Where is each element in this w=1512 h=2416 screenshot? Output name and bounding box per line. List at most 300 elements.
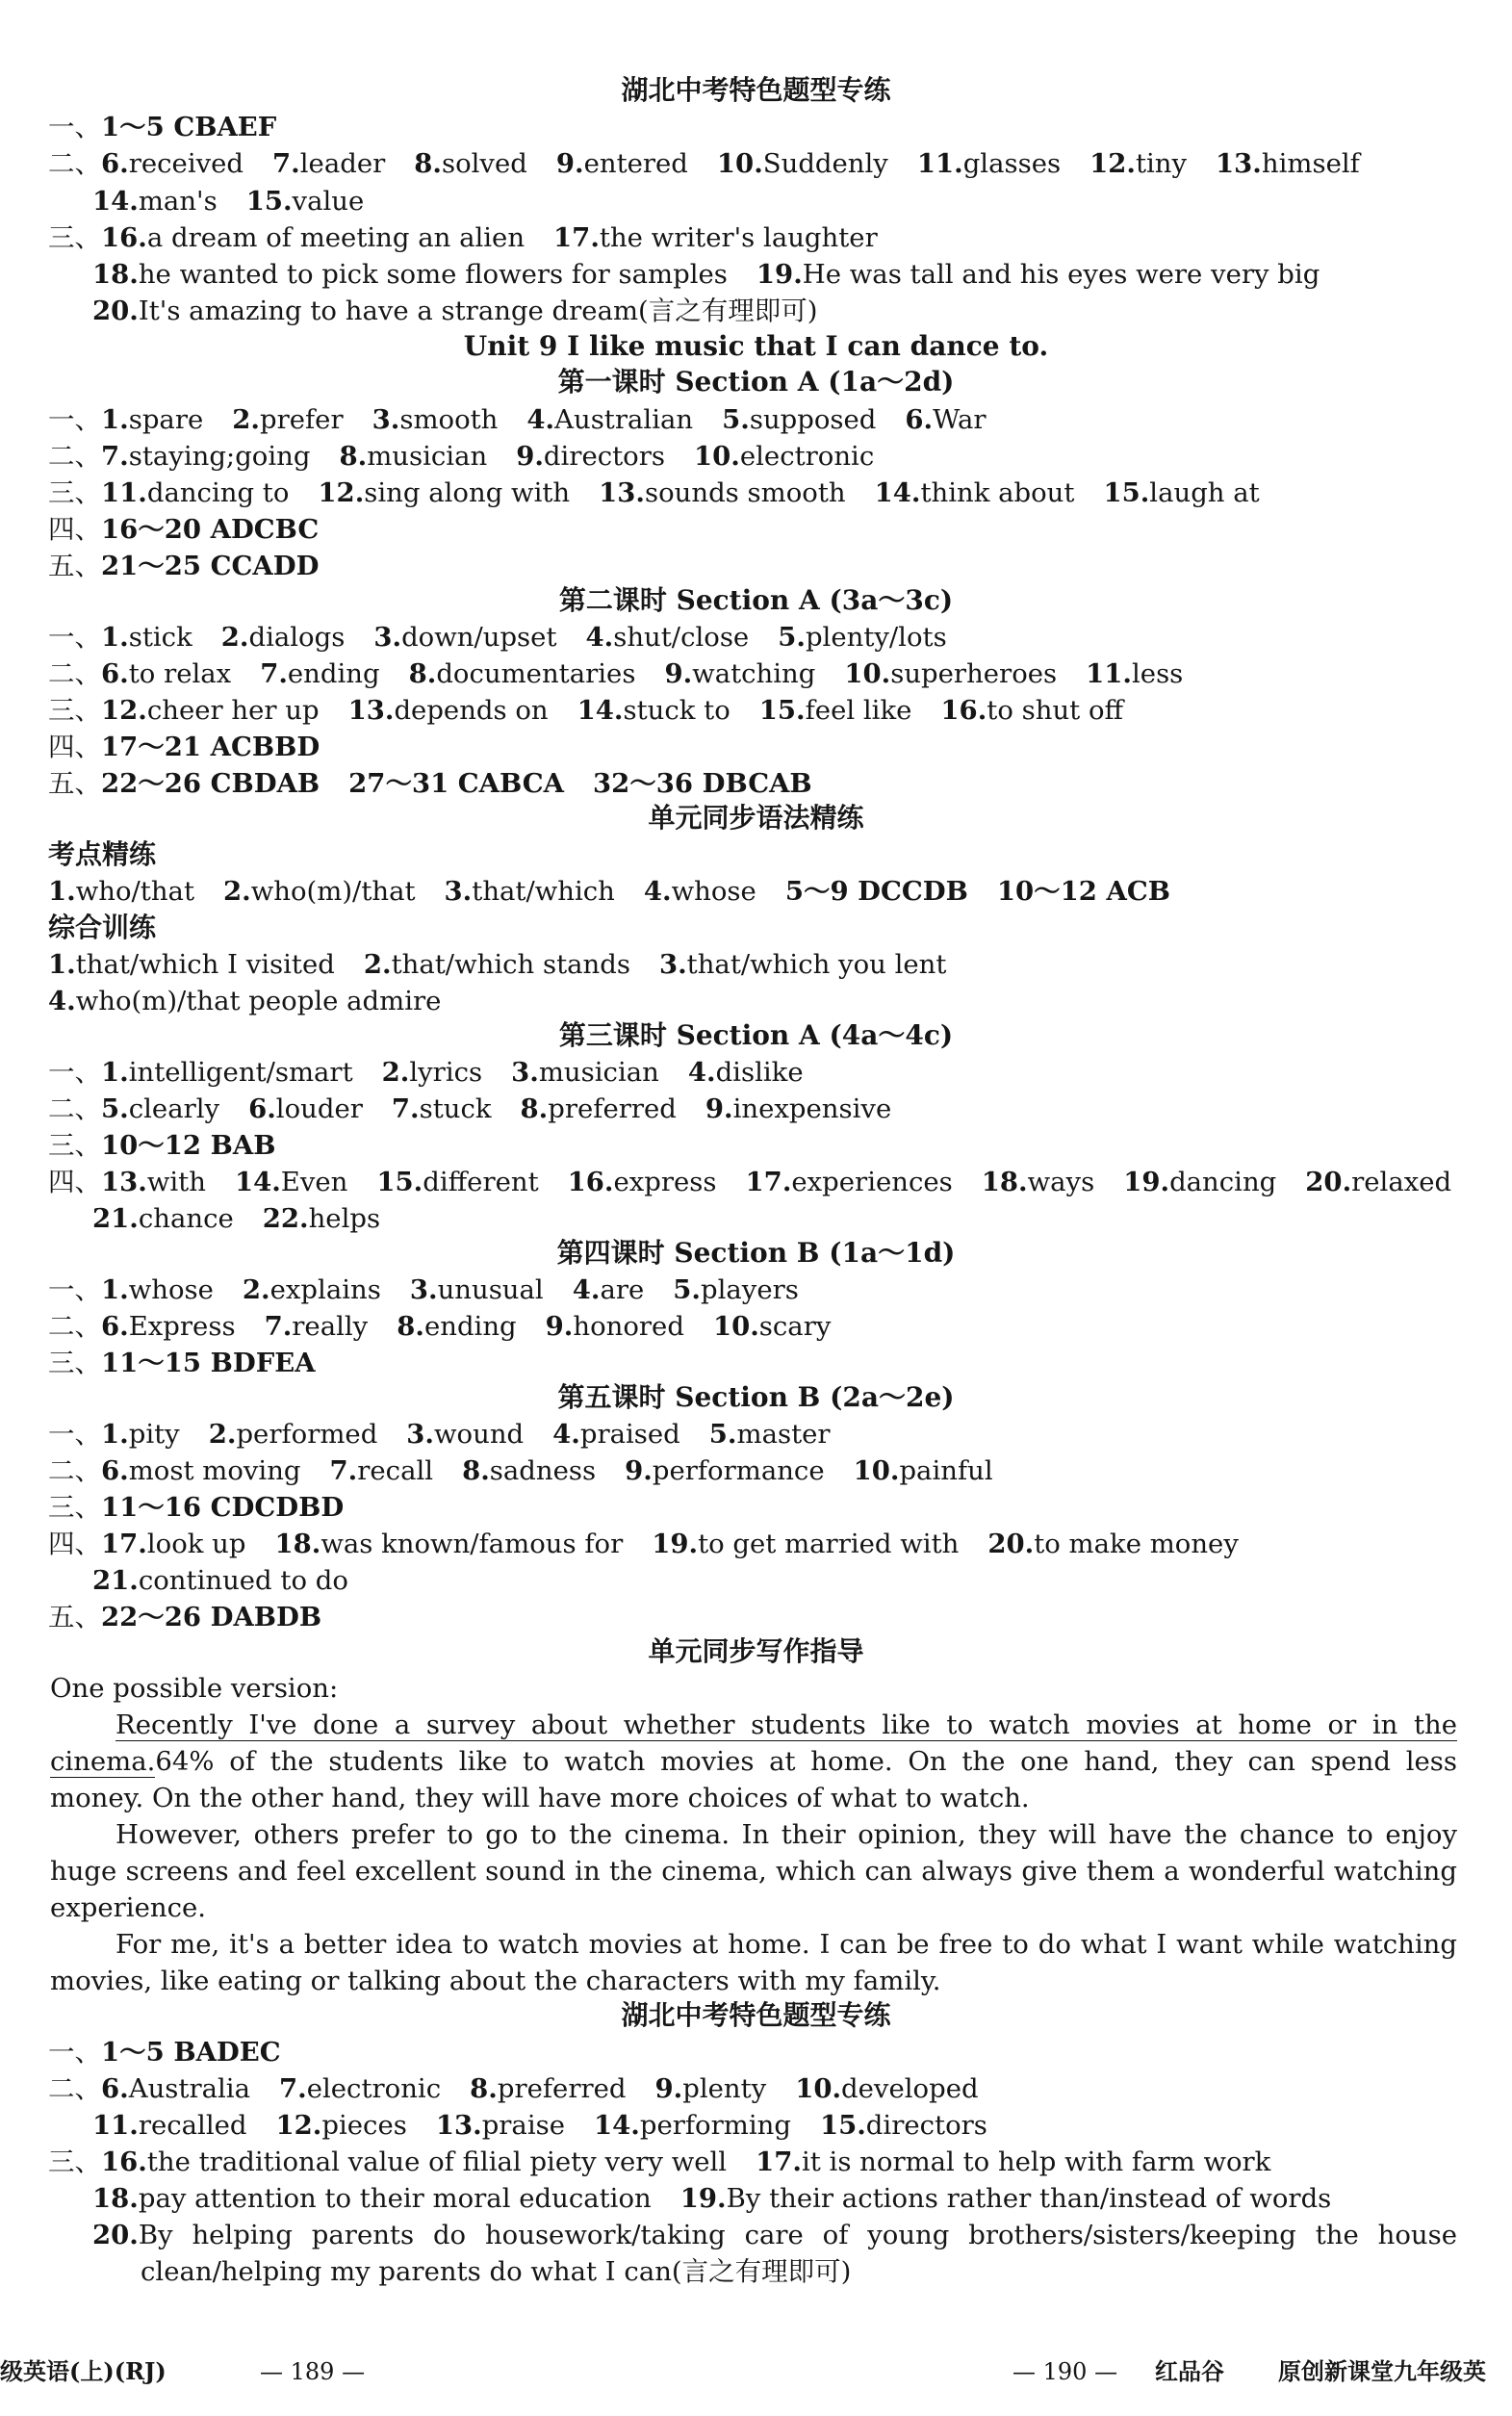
answer-item (594, 2108, 791, 2143)
item-number: 2. (363, 949, 392, 980)
item-number: 8. (414, 148, 442, 179)
essay-line: However, others prefer to go to the cinema. In their opinion, they will have the chance to enjoy (115, 1819, 1457, 1850)
section-title: 单元同步语法精练 (648, 802, 864, 834)
item-text: louder (275, 1093, 363, 1124)
item-text: who/that (75, 876, 194, 907)
answer-item (756, 257, 1320, 292)
item-number: 18. (92, 2183, 139, 2214)
answer-item (680, 2181, 1332, 2216)
item-text: most moving (128, 1455, 301, 1486)
item-number: 5. (708, 1419, 737, 1450)
answer-row: 五、22～26 CBDAB 27～31 CABCA 32～36 DBCAB (48, 768, 812, 799)
answer-row: 二、6.Express 7.really 8.ending 9.honored 10.scary (48, 1311, 832, 1342)
answer-item (221, 620, 346, 655)
item-number: 1. (101, 1274, 129, 1305)
answer-row: 二、7.staying;going 8.musician 9.directors 10.electronic (48, 441, 875, 472)
item-number: 9. (654, 2073, 683, 2104)
item-text: plenty (682, 2073, 767, 2104)
answer-row: 三、16.the traditional value of filial piety very well 17.it is normal to help with farm work (48, 2146, 1271, 2177)
answer-item (568, 1165, 717, 1199)
answer-item (339, 439, 487, 474)
item-text: documentaries (436, 658, 636, 689)
item-number: 13. (1216, 148, 1262, 179)
item-number: 16. (940, 695, 987, 726)
answer-item (659, 947, 946, 982)
item-text: a dream of meeting an alien (146, 222, 525, 253)
answer-row: 三、16.a dream of meeting an alien 17.the writer's laughter (48, 222, 878, 253)
answer-item (101, 656, 231, 691)
item-text: watching (692, 658, 816, 689)
item-number: 2. (381, 1057, 410, 1088)
item-number: 6. (101, 2073, 129, 2104)
item-number: 14. (874, 477, 921, 508)
item-number: 8. (470, 2073, 498, 2104)
item-text: less (1132, 658, 1184, 689)
item-text: dancing (1169, 1167, 1277, 1197)
answer-item (688, 1055, 804, 1090)
item-text: praise (481, 2110, 566, 2141)
answer-item (526, 402, 693, 437)
item-number: 5. (101, 1093, 129, 1124)
answer-item (92, 184, 218, 218)
answer-item (243, 1272, 381, 1307)
item-text: to make money (1034, 1529, 1239, 1559)
item-number: 1. (101, 1419, 129, 1450)
item-number: 7. (278, 2073, 307, 2104)
item-number: 17. (756, 2146, 802, 2177)
answer-item (844, 656, 1057, 691)
answer-item: 32～36 DBCAB (593, 768, 812, 799)
item-number: 1. (48, 876, 76, 907)
answer-item (709, 1417, 831, 1452)
item-number: 7. (329, 1455, 358, 1486)
item-text: chance (138, 1203, 234, 1234)
answer-item (875, 475, 1075, 510)
answer-item (556, 146, 688, 181)
item-text: Express (128, 1311, 236, 1342)
answer-item (209, 1417, 378, 1452)
essay-line: Recently I've done a survey about whether students like to watch movies at home or in the (115, 1709, 1457, 1740)
answer-item (48, 874, 194, 909)
answer-item (756, 2145, 1270, 2179)
item-number: 19. (1123, 1167, 1170, 1197)
answer-item (552, 1417, 680, 1452)
item-number: 15. (376, 1167, 423, 1197)
answer-item (101, 146, 243, 181)
item-number: 20. (1305, 1167, 1352, 1197)
item-text: Suddenly (762, 148, 888, 179)
item-number: 16. (101, 222, 147, 253)
item-number: 3. (409, 1274, 438, 1305)
item-text: developed (841, 2073, 979, 2104)
answer-item (348, 693, 549, 728)
item-number: 16. (101, 2146, 147, 2177)
item-number: 3. (658, 949, 687, 980)
answer-item (917, 146, 1061, 181)
item-text: he wanted to pick some flowers for samples (138, 259, 728, 290)
answer-item (462, 1453, 596, 1488)
answer-item (599, 475, 845, 510)
item-text: leader (299, 148, 386, 179)
item-number: 19. (652, 1529, 699, 1559)
answer-row (92, 1201, 409, 1236)
item-text: pity (128, 1419, 180, 1450)
item-number: 10. (694, 441, 740, 472)
answer-row: 三、10～12 BAB (48, 1130, 276, 1161)
item-number: 13. (435, 2110, 482, 2141)
answer-item (101, 439, 310, 474)
item-text: received (128, 148, 244, 179)
answer-row: 二、6.to relax 7.ending 8.documentaries 9.watching 10.superheroes 11.less (48, 658, 1184, 689)
item-number: 11. (916, 148, 963, 179)
item-text: ending (287, 658, 380, 689)
item-number: 17. (553, 222, 600, 253)
answer-item (373, 620, 556, 655)
essay-line: movies, like eating or talking about the characters with my family. (50, 1966, 941, 1996)
lesson-title: 第四课时 Section B (1a～1d) (556, 1237, 956, 1269)
item-text: with (146, 1167, 206, 1197)
item-text: clearly (128, 1093, 220, 1124)
item-number: 8. (408, 658, 437, 689)
item-text: to relax (128, 658, 232, 689)
item-text: Australia (128, 2073, 250, 2104)
unit-title: Unit 9 I like music that I can dance to. (463, 330, 1049, 362)
lesson-title: 第二课时 Section A (3a～3c) (558, 584, 954, 616)
essay-line: For me, it's a better idea to watch movies at home. I can be free to do what I want while watching (115, 1929, 1457, 1960)
answer-row: 三、11～16 CDCDBD (48, 1492, 345, 1523)
answer-row (48, 947, 975, 982)
answer-item (101, 1417, 180, 1452)
lesson-title: 第五课时 Section B (2a～2e) (557, 1381, 955, 1413)
item-text: pieces (321, 2110, 407, 2141)
answer-item (982, 1165, 1094, 1199)
item-number: 10. (716, 148, 763, 179)
answer-item (1103, 475, 1259, 510)
item-text: depends on (394, 695, 549, 726)
answer-item (101, 693, 320, 728)
item-text: He was tall and his eyes were very big (802, 259, 1320, 290)
answer-item (248, 1092, 363, 1126)
answer-item (101, 1527, 245, 1561)
item-number: 22. (262, 1203, 309, 1234)
item-text: superheroes (890, 658, 1058, 689)
item-text: glasses (962, 148, 1062, 179)
item-text: was known/famous for (320, 1529, 624, 1559)
answer-item (101, 1272, 214, 1307)
item-text: whose (671, 876, 756, 907)
item-number: 2. (208, 1419, 237, 1450)
item-number: 6. (905, 404, 934, 435)
item-text: supposed (749, 404, 877, 435)
section-title: 湖北中考特色题型专练 (621, 1999, 891, 2031)
answer-item (101, 620, 192, 655)
item-text: ways (1027, 1167, 1095, 1197)
item-text: stuck (419, 1093, 492, 1124)
item-text: relaxed (1351, 1167, 1452, 1197)
answer-item (263, 1201, 380, 1236)
item-number: 7. (391, 1093, 420, 1124)
item-text: master (736, 1419, 831, 1450)
answer-item (445, 874, 615, 909)
item-text: himself (1261, 148, 1360, 179)
item-text: performed (236, 1419, 378, 1450)
item-number: 5. (673, 1274, 701, 1305)
answer-row: 三、11～15 BDFEA (48, 1348, 316, 1378)
answer-row: 二、6.received 7.leader 8.solved 9.entered 10.Suddenly 11.glasses 12.tiny 13.himself (48, 148, 1360, 179)
item-text: experiences (791, 1167, 953, 1197)
answer-item (232, 402, 343, 437)
item-text: entered (583, 148, 688, 179)
item-text: the writer's laughter (599, 222, 878, 253)
item-text: really (292, 1311, 369, 1342)
item-text: tiny (1135, 148, 1188, 179)
item-number: 6. (101, 1455, 129, 1486)
answer-item (409, 656, 636, 691)
answer-item (997, 874, 1170, 909)
item-number: 6. (248, 1093, 276, 1124)
answer-item (705, 1092, 891, 1126)
item-number: 11. (101, 477, 147, 508)
item-text: wound (434, 1419, 525, 1450)
item-text: directors (543, 441, 665, 472)
page-number: — 189 — (260, 2358, 366, 2385)
answer-item (406, 1417, 524, 1452)
answer-item (940, 693, 1123, 728)
item-number: 4. (526, 404, 555, 435)
answer-item (673, 1272, 799, 1307)
answer-row: 20.It's amazing to have a strange dream(言之有理即可) (92, 296, 818, 326)
item-number: 10. (853, 1455, 900, 1486)
item-text: intelligent/smart (128, 1057, 353, 1088)
item-text: sounds smooth (644, 477, 846, 508)
answer-item (987, 1527, 1239, 1561)
item-text: 10～12 ACB (996, 876, 1170, 907)
item-text: sadness (489, 1455, 597, 1486)
answer-row: 二、6.Australia 7.electronic 8.preferred 9.plenty 10.developed (48, 2073, 979, 2104)
item-number: 15. (1103, 477, 1150, 508)
item-number: 12. (1089, 148, 1136, 179)
answer-item (101, 2071, 250, 2106)
answer-item (265, 1309, 369, 1344)
item-number: 20. (987, 1529, 1035, 1559)
item-number: 12. (101, 695, 147, 726)
item-number: 3. (373, 622, 402, 653)
answer-item (795, 2071, 978, 2106)
writing-intro: One possible version: (50, 1673, 339, 1704)
item-number: 11. (1086, 658, 1132, 689)
answer-item (586, 620, 750, 655)
answer-item (101, 402, 203, 437)
item-number: 12. (275, 2110, 322, 2141)
item-number: 8. (397, 1311, 424, 1342)
item-number: 16. (567, 1167, 614, 1197)
answer-item (92, 1201, 234, 1236)
answer-item (101, 1055, 353, 1090)
item-text: that/which you lent (686, 949, 947, 980)
item-text: prefer (259, 404, 344, 435)
answer-row (92, 257, 1348, 292)
answer-item (392, 1092, 492, 1126)
item-text: praised (579, 1419, 680, 1450)
page-number: — 190 — (1012, 2358, 1118, 2385)
item-number: 8. (462, 1455, 490, 1486)
answer-row: 四、17～21 ACBBD (48, 732, 320, 762)
item-text: down/upset (401, 622, 557, 653)
answer-item (397, 1309, 516, 1344)
answer-item (1216, 146, 1360, 181)
answer-item (713, 1309, 831, 1344)
item-number: 18. (92, 259, 139, 290)
answer-item (101, 1092, 219, 1126)
item-number: 11. (92, 2110, 139, 2141)
item-number: 6. (101, 148, 129, 179)
item-number: 5. (778, 622, 806, 653)
answer-row: 五、21～25 CCADD (48, 551, 320, 581)
item-number: 13. (347, 695, 395, 726)
item-text: the traditional value of filial piety very well (146, 2146, 728, 2177)
item-number: 17. (101, 1529, 147, 1559)
item-number: 9. (545, 1311, 574, 1342)
answer-row: 三、12.cheer her up 13.depends on 14.stuck to 15.feel like 16.to shut off (48, 695, 1124, 726)
item-text: shut/close (613, 622, 750, 653)
answer-item (820, 2108, 987, 2143)
item-text: dancing to (146, 477, 290, 508)
answer-row: 二、6.most moving 7.recall 8.sadness 9.performance 10.painful (48, 1455, 993, 1486)
answer-row (92, 184, 393, 218)
item-text: that/which I visited (75, 949, 335, 980)
answer-row: 一、1.intelligent/smart 2.lyrics 3.musician 4.dislike (48, 1057, 804, 1088)
item-text: unusual (437, 1274, 544, 1305)
answer-item (101, 1165, 206, 1199)
answer-item (746, 1165, 953, 1199)
answer-item (717, 146, 888, 181)
answer-item (546, 1309, 684, 1344)
answer-item: 22～26 CBDAB (101, 768, 320, 799)
answer-item (577, 693, 730, 728)
essay-line: money. On the other hand, they will have more choices of what to watch. (50, 1783, 1030, 1813)
item-number: 3. (511, 1057, 539, 1088)
item-text: it is normal to help with farm work (801, 2146, 1271, 2177)
item-number: 15. (245, 186, 293, 217)
item-text: man's (138, 186, 218, 217)
item-number: 9. (516, 441, 544, 472)
answer-row (92, 2108, 1016, 2143)
subsection-label: 考点精练 (48, 838, 157, 870)
answer-item (235, 1165, 347, 1199)
item-text: stick (128, 622, 192, 653)
item-number: 3. (372, 404, 400, 435)
item-text: laugh at (1149, 477, 1260, 508)
lesson-title: 第一课时 Section A (1a～2d) (557, 366, 955, 398)
answer-row: 4.who(m)/that people admire (48, 986, 442, 1016)
item-number: 1. (101, 404, 129, 435)
item-number: 18. (274, 1529, 321, 1559)
item-number: 17. (745, 1167, 792, 1197)
item-number: 9. (555, 148, 584, 179)
item-text: recalled (138, 2110, 247, 2141)
answer-item (260, 656, 379, 691)
item-number: 18. (981, 1167, 1028, 1197)
item-text: preferred (497, 2073, 627, 2104)
brand-name: 红品谷 (1155, 2357, 1224, 2385)
item-number: 10. (712, 1311, 759, 1342)
answer-item (48, 947, 335, 982)
item-number: 7. (101, 441, 129, 472)
answer-item (905, 402, 986, 437)
item-text: are (600, 1274, 645, 1305)
answer-item (92, 257, 728, 292)
answer-item (330, 1453, 434, 1488)
answer-row: 四、17.look up 18.was known/famous for 19.to get married with 20.to make money (48, 1529, 1239, 1559)
item-text: feel like (805, 695, 912, 726)
item-text: Australian (554, 404, 694, 435)
answer-item (470, 2071, 626, 2106)
answer-item (101, 1309, 236, 1344)
answer-item (382, 1055, 483, 1090)
item-text: who(m)/that (250, 876, 416, 907)
answer-item (521, 1092, 677, 1126)
item-text: that/which (472, 876, 615, 907)
item-text: 5～9 DCCDB (784, 876, 968, 907)
item-text: staying;going (128, 441, 311, 472)
answer-row: 20. By helping parents do housework/taking care of young brothers/sisters/keeping the house (92, 2220, 1457, 2250)
answer-item (318, 475, 570, 510)
answer-item (372, 402, 499, 437)
answer-item (778, 620, 946, 655)
answer-row (92, 1563, 377, 1598)
item-text: sing along with (364, 477, 571, 508)
answer-row: 五、22～26 DABDB (48, 1602, 322, 1632)
answer-item (92, 2108, 247, 2143)
item-text: musician (367, 441, 488, 472)
item-number: 9. (664, 658, 693, 689)
item-number: 15. (758, 695, 806, 726)
item-text: ending (423, 1311, 517, 1342)
item-number: 2. (220, 622, 249, 653)
item-number: 2. (223, 876, 251, 907)
item-number: 10. (844, 658, 891, 689)
item-text: lyrics (409, 1057, 483, 1088)
lesson-title: 第三课时 Section A (4a～4c) (558, 1019, 954, 1051)
item-text: that/which stands (391, 949, 630, 980)
subsection-label: 综合训练 (48, 912, 157, 943)
item-text: to shut off (987, 695, 1124, 726)
answer-item (854, 1453, 993, 1488)
answer-row (48, 874, 1199, 909)
answer-item (101, 220, 525, 255)
item-number: 10. (795, 2073, 842, 2104)
answer-row: 二、5.clearly 6.louder 7.stuck 8.preferred 9.inexpensive (48, 1093, 892, 1124)
answer-row: 一、1.spare 2.prefer 3.smooth 4.Australian 5.supposed 6.War (48, 404, 987, 435)
item-text: helps (308, 1203, 381, 1234)
item-number: 14. (234, 1167, 281, 1197)
answer-item (652, 1527, 959, 1561)
item-number: 6. (101, 1311, 129, 1342)
section-title: 单元同步写作指导 (648, 1635, 864, 1667)
item-text: cheer her up (146, 695, 320, 726)
answer-item (101, 475, 289, 510)
item-text: electronic (739, 441, 875, 472)
item-number: 3. (406, 1419, 435, 1450)
item-text: look up (146, 1529, 246, 1559)
answer-item (276, 2108, 407, 2143)
item-text: performing (639, 2110, 791, 2141)
item-text: inexpensive (732, 1093, 892, 1124)
item-text: scary (758, 1311, 832, 1342)
answer-item (364, 947, 630, 982)
item-text: directors (865, 2110, 987, 2141)
item-text: War (933, 404, 987, 435)
